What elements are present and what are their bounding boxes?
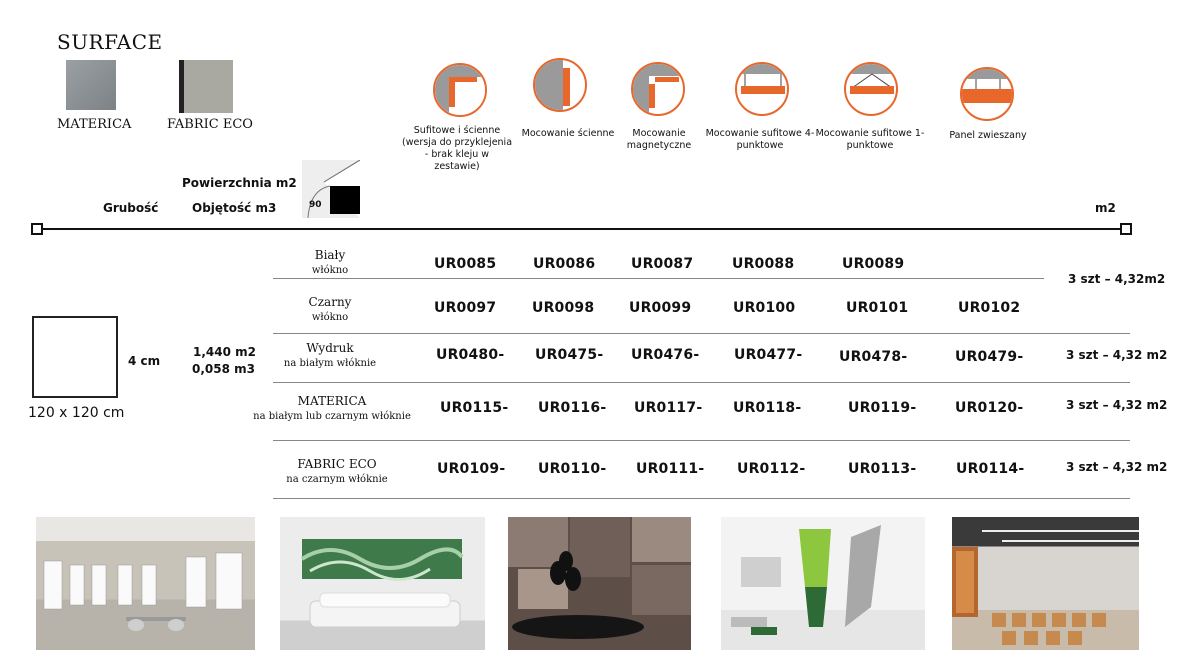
row-name-czarny: Czarny włókno xyxy=(308,295,352,323)
product-code: UR0110- xyxy=(538,461,607,477)
volume-header: Objętość m3 xyxy=(192,201,277,215)
m2-header: m2 xyxy=(1095,201,1116,215)
photo-suspended-panels xyxy=(721,517,925,650)
edge-angle-label: 90 xyxy=(309,200,322,210)
row-name-fabric-eco: FABRIC ECO na czarnym włóknie xyxy=(286,457,388,485)
product-code: UR0113- xyxy=(848,461,917,477)
mount-label-ceiling-1: Mocowanie sufitowe 1-punktowe xyxy=(815,128,925,151)
product-code: UR0111- xyxy=(636,461,705,477)
panel-square-icon xyxy=(32,316,118,398)
product-code: UR0477- xyxy=(734,347,803,363)
panel-size: 120 x 120 cm xyxy=(28,405,125,421)
swatch-label-materica: MATERICA xyxy=(57,117,132,132)
photo-lecture-hall xyxy=(952,517,1139,650)
product-code: UR0097 xyxy=(434,300,497,316)
product-code: UR0089 xyxy=(842,256,905,272)
product-code: UR0086 xyxy=(533,256,596,272)
ceiling-wall-mount-icon xyxy=(433,63,487,117)
row-divider xyxy=(273,333,1130,334)
product-code: UR0101 xyxy=(846,300,909,316)
product-code: UR0115- xyxy=(440,400,509,416)
page-title: SURFACE xyxy=(57,30,163,54)
product-code: UR0476- xyxy=(631,347,700,363)
panel-area: 1,440 m2 xyxy=(193,345,256,359)
row-divider xyxy=(273,278,1044,279)
product-code: UR0479- xyxy=(955,349,1024,365)
thickness-header: Grubość xyxy=(103,201,159,215)
product-code: UR0100 xyxy=(733,300,796,316)
product-code: UR0120- xyxy=(955,400,1024,416)
product-code: UR0085 xyxy=(434,256,497,272)
panel-thickness: 4 cm xyxy=(128,354,161,368)
product-code: UR0109- xyxy=(437,461,506,477)
suspended-panel-icon xyxy=(960,67,1014,121)
mount-label-ceiling-wall: Sufitowe i ścienne (wersja do przyklejenia - brak kleju w zestawie) xyxy=(402,125,513,172)
product-code: UR0102 xyxy=(958,300,1021,316)
row-divider xyxy=(273,440,1130,441)
row-name-bialy: Biały włókno xyxy=(311,248,349,276)
product-code: UR0116- xyxy=(538,400,607,416)
mount-label-suspended: Panel zwieszany xyxy=(949,130,1027,141)
product-code: UR0098 xyxy=(532,300,595,316)
swatch-label-fabric-eco: FABRIC ECO xyxy=(167,117,253,132)
row-quantity: 3 szt – 4,32 m2 xyxy=(1066,398,1168,412)
mount-label-magnetic: Mocowanie magnetyczne xyxy=(626,128,692,151)
row-name-materica: MATERICA na białym lub czarnym włóknie xyxy=(253,394,411,422)
row-divider xyxy=(273,382,1130,383)
mount-label-wall: Mocowanie ścienne xyxy=(521,128,615,139)
product-code: UR0119- xyxy=(848,400,917,416)
magnetic-mount-icon xyxy=(631,62,685,116)
axis-start-marker xyxy=(31,223,43,235)
axis-line xyxy=(36,228,1125,230)
swatch-fabric-eco xyxy=(179,60,233,113)
photo-living-room xyxy=(280,517,485,650)
product-code: UR0118- xyxy=(733,400,802,416)
product-code: UR0087 xyxy=(631,256,694,272)
row-divider xyxy=(273,498,1130,499)
product-code: UR0478- xyxy=(839,349,908,365)
photo-meeting-room xyxy=(508,517,691,650)
product-code: UR0088 xyxy=(732,256,795,272)
product-code: UR0117- xyxy=(634,400,703,416)
row-quantity: 3 szt – 4,32 m2 xyxy=(1066,460,1168,474)
axis-end-marker xyxy=(1120,223,1132,235)
product-code: UR0475- xyxy=(535,347,604,363)
panel-volume: 0,058 m3 xyxy=(192,362,255,376)
ceiling-1-point-icon xyxy=(844,62,898,116)
swatch-materica xyxy=(66,60,116,110)
shared-quantity: 3 szt – 4,32m2 xyxy=(1068,272,1166,286)
photo-dining-room xyxy=(36,517,255,650)
product-code: UR0112- xyxy=(737,461,806,477)
row-quantity: 3 szt – 4,32 m2 xyxy=(1066,348,1168,362)
product-code: UR0114- xyxy=(956,461,1025,477)
area-header: Powierzchnia m2 xyxy=(182,176,297,190)
row-name-wydruk: Wydruk na białym włóknie xyxy=(283,341,377,369)
product-code: UR0480- xyxy=(436,347,505,363)
ceiling-4-point-icon xyxy=(735,62,789,116)
mount-label-ceiling-4: Mocowanie sufitowe 4-punktowe xyxy=(705,128,815,151)
product-code: UR0099 xyxy=(629,300,692,316)
wall-mount-icon xyxy=(533,58,587,112)
